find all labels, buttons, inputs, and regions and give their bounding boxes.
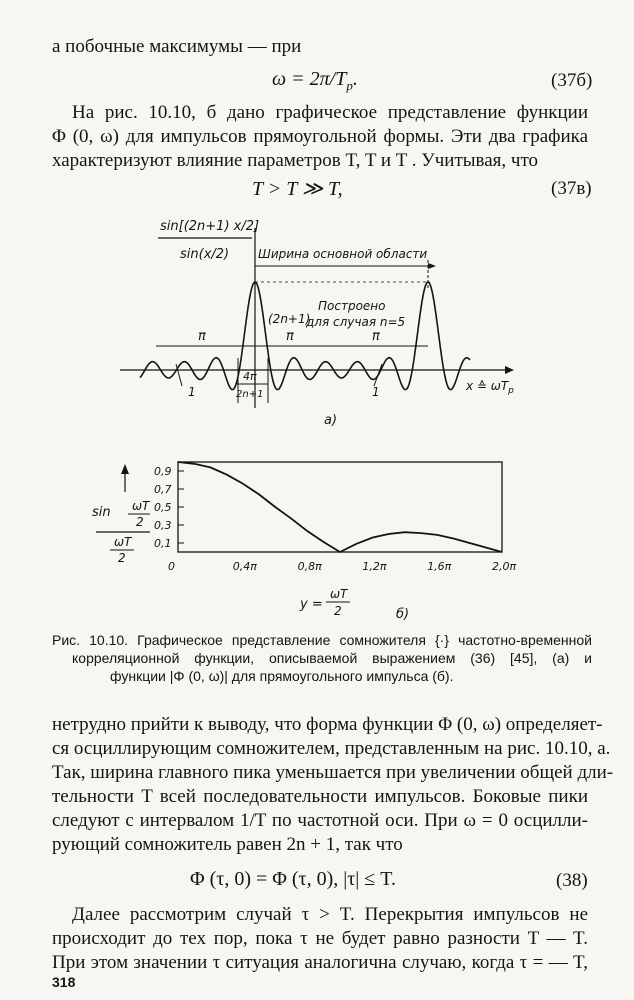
x-tick-label: 0,4π — [232, 560, 257, 573]
figure-a — [0, 208, 634, 438]
y-tick-label: 0,7 — [154, 483, 172, 496]
y-tick-label: 0,9 — [154, 465, 172, 478]
y-tick-label: 0,3 — [154, 519, 172, 532]
fig-a-width-arrowhead — [428, 263, 436, 269]
para1-line3: характеризуют влияние параметров T, T и T . Учитывая, что — [52, 150, 539, 171]
fig-b-ylabel-den: ωT — [114, 535, 132, 549]
fig-a-pi-right: π — [372, 329, 380, 344]
para3-line2: происходит до тех пор, пока τ не будет равно разности T — T. — [52, 928, 588, 949]
equation-37c: T > T ≫ T, — [252, 178, 343, 200]
caption-line3: функции |Φ (0, ω)| для прямоугольного импульса (б). — [110, 668, 454, 684]
fig-a-lobe-num: 4π — [243, 370, 257, 383]
fig-a-lobe-den: 2n+1 — [236, 389, 264, 400]
equation-37b-sub: p — [346, 78, 353, 93]
fig-a-pi-left: π — [198, 329, 206, 344]
fig-a-waveform — [140, 282, 470, 390]
fig-a-width-label: Ширина основной области — [258, 247, 428, 261]
fig-b-xlabel: y = — [300, 597, 323, 612]
fig-a-sidelobe-right-arrow — [374, 364, 382, 386]
fig-a-sidelobe-left: 1 — [188, 385, 196, 399]
fig-a-xlabel-main: x ≙ ωT — [466, 379, 509, 393]
fig-b-ylabel-2: 2 — [136, 515, 144, 529]
para1-line1: На рис. 10.10, б дано графическое представление функции — [72, 102, 588, 123]
fig-b-plot-area — [154, 462, 516, 573]
series-line — [178, 462, 502, 552]
x-tick-label: 1,2π — [362, 560, 387, 573]
fig-b-ylabel: sin — [92, 505, 111, 520]
fig-b-panel-label: б) — [396, 607, 410, 622]
fig-a-pi-mid: π — [286, 329, 294, 344]
fig-a-xlabel — [465, 379, 514, 396]
para2-line2: ся осциллирующим сомножителем, представленным на рис. 10.10, а. — [52, 738, 611, 759]
equation-37c-number: (37в) — [551, 178, 592, 199]
y-tick-label: 0,5 — [154, 501, 172, 514]
x-tick-label: 0 — [168, 560, 175, 573]
fig-b-y-arrow — [121, 464, 129, 474]
equation-37b — [272, 68, 358, 94]
para3-line1: Далее рассмотрим случай τ > T. Перекрытия импульсов не — [72, 904, 588, 925]
para2-line5: следуют с интервалом 1/T по частотной оси. При ω = 0 осцилли- — [52, 810, 588, 831]
y-tick-label: 0,1 — [154, 537, 172, 550]
caption-line2: корреляционной функции, описываемой выражением (36) [45], (а) и — [72, 650, 592, 666]
fig-b-ylabel-num: ωT — [132, 499, 150, 513]
para1-line2: Φ (0, ω) для импульсов прямоугольной формы. Эти два графика — [52, 126, 588, 147]
para2-line1: нетрудно прийти к выводу, что форма функции Φ (0, ω) определяет- — [52, 714, 603, 735]
equation-37b-number: (37б) — [551, 70, 593, 91]
fig-a-panel-label: а) — [324, 413, 338, 428]
fig-a-ylabel-num: sin[(2n+1) x/2] — [160, 219, 260, 234]
para2-line4: тельности T всей последовательности импульсов. Боковые пики — [52, 786, 588, 807]
x-tick-label: 1,6π — [427, 560, 452, 573]
x-tick-label: 0,8π — [297, 560, 322, 573]
intro-line: а побочные максимумы — при — [52, 36, 302, 57]
equation-37b-end: . — [352, 68, 358, 90]
fig-a-xlabel-sub: p — [508, 386, 514, 396]
equation-38-number: (38) — [556, 870, 588, 891]
fig-a-note-l2: для случая n=5 — [306, 315, 406, 329]
equation-37b-body: ω = 2π/T — [272, 68, 347, 90]
para2-line6: рующий сомножитель равен 2n + 1, так что — [52, 834, 403, 855]
fig-b-xlabel-num: ωT — [330, 587, 348, 601]
equation-38: Φ (τ, 0) = Φ (τ, 0), |τ| ≤ T. — [190, 868, 396, 890]
caption-line1: Рис. 10.10. Графическое представление сомножителя {·} частотно-временной — [52, 632, 592, 648]
x-tick-label: 2,0π — [492, 560, 517, 573]
fig-b-ylabel-den2: 2 — [118, 551, 126, 565]
fig-b-xlabel-den: 2 — [334, 604, 342, 618]
figure-b-chart — [0, 452, 634, 622]
fig-a-peak-label: (2n+1) — [268, 312, 311, 326]
page-number: 318 — [52, 974, 76, 990]
fig-a-sidelobe-right: 1 — [372, 385, 380, 399]
fig-a-note-l1: Построено — [318, 299, 386, 313]
fig-a-x-arrow — [505, 366, 514, 374]
para3-line3: При этом значении τ ситуация аналогична случаю, когда τ = — T, — [52, 952, 588, 973]
para2-line3: Так, ширина главного пика уменьшается при увеличении общей дли- — [52, 762, 614, 783]
fig-a-ylabel-den: sin(x/2) — [180, 247, 230, 262]
